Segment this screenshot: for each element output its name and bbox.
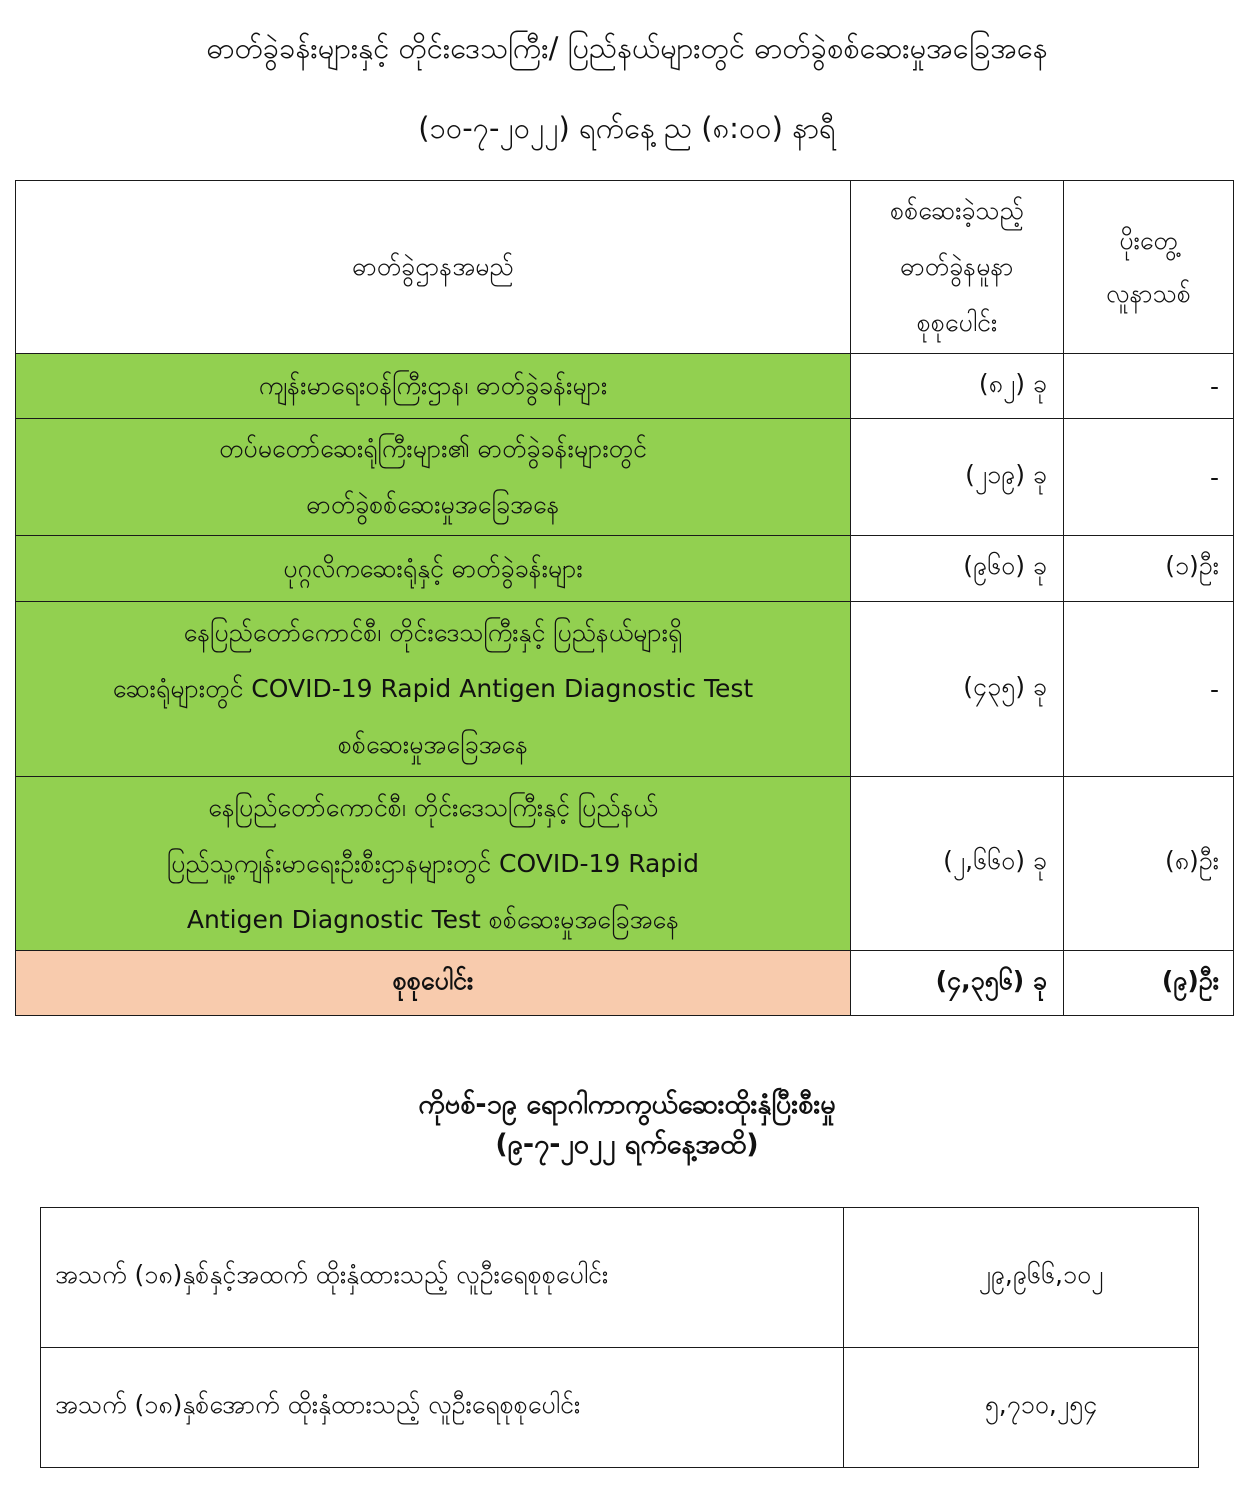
lab-name-line: ကျန်းမာရေးဝန်ကြီးဌာန၊ ဓာတ်ခွဲခန်းများ bbox=[258, 371, 608, 400]
vaccination-value-cell: ၂၉,၉၆၆,၁၀၂ bbox=[844, 1208, 1199, 1348]
lab-name-cell bbox=[16, 354, 851, 419]
new-cases-cell: - bbox=[1064, 354, 1234, 419]
vaccination-date: (၉-၇-၂၀၂၂ ရက်နေ့အထိ) bbox=[495, 1129, 759, 1160]
header-new-cases-line: လူနာသစ် bbox=[1106, 279, 1191, 308]
header-samples-line: ဓာတ်ခွဲနမူနာ bbox=[900, 252, 1014, 281]
lab-name-line: ပုဂ္ဂလိကဆေးရုံနှင့် ဓာတ်ခွဲခန်းများ bbox=[283, 553, 583, 583]
samples-cell: (၈၂) ခု bbox=[851, 354, 1064, 419]
table-row bbox=[16, 419, 1234, 536]
header-samples-line: စစ်ဆေးခဲ့သည့် bbox=[890, 196, 1024, 225]
samples-cell: (၂၁၉) ခု bbox=[851, 419, 1064, 536]
table-row bbox=[16, 536, 1234, 602]
lab-name-line: ဓာတ်ခွဲစစ်ဆေးမှုအခြေအနေ bbox=[306, 490, 560, 519]
lab-name-cell bbox=[16, 536, 851, 602]
header-samples-line: စုစုပေါင်း bbox=[916, 308, 998, 337]
header-new-cases-line: ပိုးတွေ့ bbox=[1119, 226, 1178, 255]
lab-name-line: ပြည်သူ့ကျန်းမာရေးဦးစီးဌာနများတွင် COVID-19 Rapid bbox=[166, 848, 700, 878]
new-cases-cell: (၈)ဦး bbox=[1064, 777, 1234, 951]
header-total-samples bbox=[851, 181, 1064, 354]
new-cases-cell: - bbox=[1064, 419, 1234, 536]
lab-name-cell bbox=[16, 602, 851, 777]
lab-testing-table bbox=[15, 180, 1234, 1016]
new-cases-cell: - bbox=[1064, 602, 1234, 777]
lab-name-line: နေပြည်တော်ကောင်စီ၊ တိုင်းဒေသကြီးနှင့် ပြည်နယ် bbox=[208, 792, 658, 822]
vaccination-label-cell: အသက် (၁၈)နှစ်နှင့်အထက် ထိုးနှံထားသည့် လူဦးရေစုစုပေါင်း bbox=[41, 1208, 844, 1348]
total-row bbox=[16, 951, 1234, 1016]
vaccination-table bbox=[40, 1207, 1199, 1468]
header-lab-name-text: ဓာတ်ခွဲဌာနအမည် bbox=[352, 252, 514, 281]
lab-name-line: စစ်ဆေးမှုအခြေအနေ bbox=[337, 730, 529, 759]
header-new-cases bbox=[1064, 181, 1234, 354]
total-label-cell: စုစုပေါင်း bbox=[16, 951, 851, 1016]
lab-name-cell bbox=[16, 419, 851, 536]
lab-name-line: ဆေးရုံများတွင် COVID-19 Rapid Antigen Diagnostic Test bbox=[112, 674, 754, 703]
table-row bbox=[16, 777, 1234, 951]
lab-name-line: တပ်မတော်ဆေးရုံကြီးများ၏ ဓာတ်ခွဲခန်းများတွင် bbox=[219, 434, 647, 463]
lab-name-line: Antigen Diagnostic Test စစ်ဆေးမှုအခြေအနေ bbox=[186, 904, 680, 934]
samples-cell: (၂,၆၆၀) ခု bbox=[851, 777, 1064, 951]
lab-name-line: နေပြည်တော်ကောင်စီ၊ တိုင်းဒေသကြီးနှင့် ပြည်နယ်များရှိ bbox=[183, 618, 683, 647]
header-lab-name bbox=[16, 181, 851, 354]
total-samples-cell: (၄,၃၅၆) ခု bbox=[851, 951, 1064, 1016]
vaccination-value-cell: ၅,၇၁၀,၂၅၄ bbox=[844, 1348, 1199, 1468]
lab-name-cell bbox=[16, 777, 851, 951]
samples-cell: (၉၆၀) ခု bbox=[851, 536, 1064, 602]
vaccination-label-cell: အသက် (၁၈)နှစ်အောက် ထိုးနှံထားသည့် လူဦးရေစုစုပေါင်း bbox=[41, 1348, 844, 1468]
total-new-cases-cell: (၉)ဦး bbox=[1064, 951, 1234, 1016]
page-title: ဓာတ်ခွဲခန်းများနှင့် တိုင်းဒေသကြီး/ ပြည်နယ်များတွင် ဓာတ်ခွဲစစ်ဆေးမှုအခြေအနေ bbox=[206, 31, 1048, 65]
vaccination-heading: ကိုဗစ်-၁၉ ရောဂါကာကွယ်ဆေးထိုးနှံပြီးစီးမှု bbox=[418, 1089, 836, 1120]
report-datetime: (၁၀-၇-၂၀၂၂) ရက်နေ့ ည (၈:၀၀) နာရီ bbox=[418, 111, 836, 145]
table-row bbox=[41, 1208, 1199, 1348]
table-row bbox=[16, 602, 1234, 777]
new-cases-cell: (၁)ဦး bbox=[1064, 536, 1234, 602]
table-header-row bbox=[16, 181, 1234, 354]
table-row bbox=[41, 1348, 1199, 1468]
table-row bbox=[16, 354, 1234, 419]
samples-cell: (၄၃၅) ခု bbox=[851, 602, 1064, 777]
